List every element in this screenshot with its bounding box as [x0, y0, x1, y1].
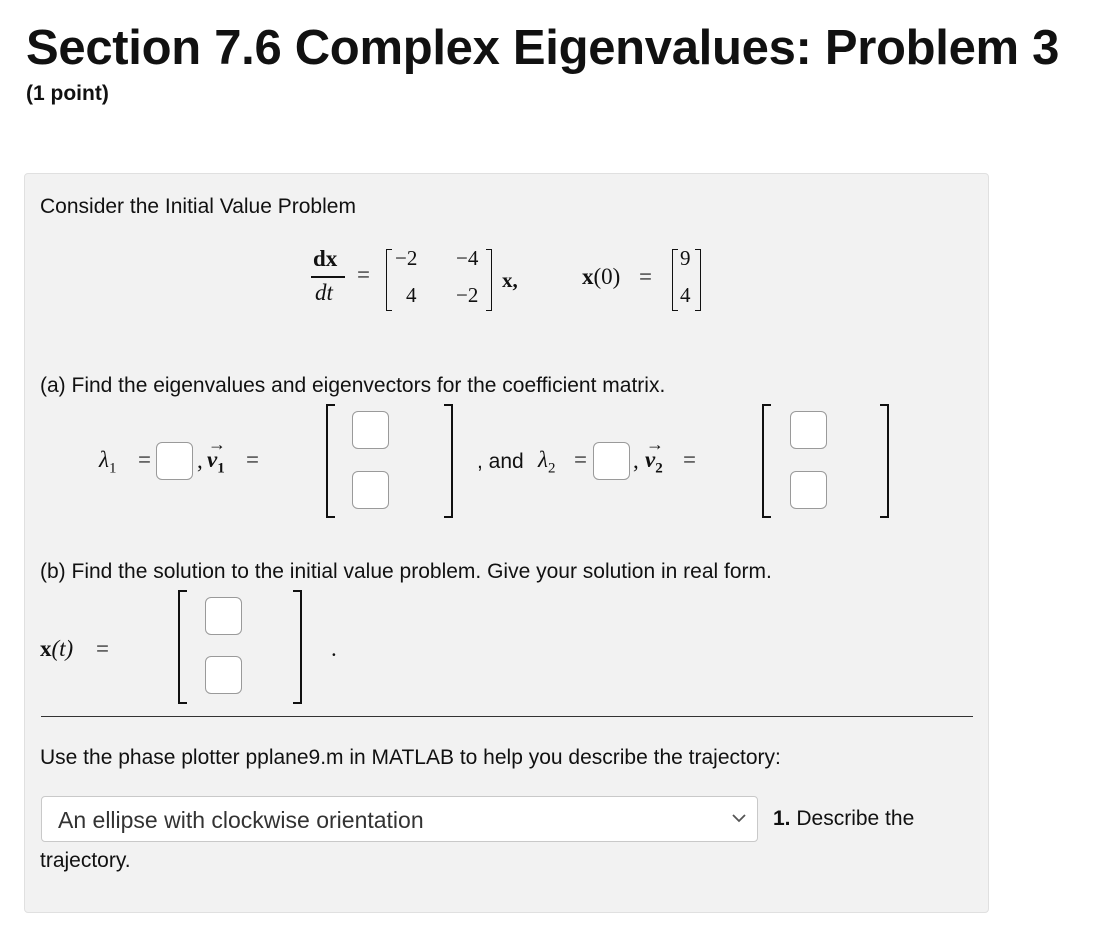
v1-component-1-input[interactable] [352, 411, 389, 449]
ic-equals-sign: = [639, 264, 652, 289]
matrix-a12: −4 [456, 246, 479, 270]
initial-condition-label: x(0) [582, 264, 621, 289]
solution-period: . [331, 636, 337, 661]
ic-value-2: 4 [680, 283, 691, 307]
lambda2-equals: = [574, 447, 587, 472]
trajectory-select[interactable] [41, 796, 758, 842]
v1-label: v → $_1$ [207, 434, 226, 477]
solution-component-1-input[interactable] [205, 597, 242, 635]
ic-right-bracket [695, 249, 701, 311]
divider [41, 716, 973, 717]
solution-right-bracket [293, 590, 302, 704]
v1-component-2-input[interactable] [352, 471, 389, 509]
v2-equals: = [683, 447, 696, 472]
fraction-bar [311, 276, 345, 278]
equals-sign: = [357, 262, 370, 287]
lambda1-comma: , [197, 448, 203, 473]
matrix-a22: −2 [456, 283, 479, 307]
trajectory-selected-value: An ellipse with clockwise orientation [58, 807, 424, 833]
v1-left-bracket [326, 404, 335, 518]
points-label: (1 point) [26, 82, 109, 105]
matrix-a21: 4 [406, 283, 417, 307]
v2-component-2-input[interactable] [790, 471, 827, 509]
ic-left-bracket [672, 249, 678, 311]
lambda2-label: $\lambda_2$ [538, 447, 556, 477]
matrix-left-bracket [386, 249, 392, 311]
ic-value-1: 9 [680, 246, 691, 270]
x-of-t-label: x(t) [40, 636, 74, 661]
dt-denominator: dt [315, 280, 333, 305]
part-b-prompt: (b) Find the solution to the initial value problem. Give your solution in real form. [40, 560, 772, 583]
dx-numerator: dx [313, 246, 338, 271]
solution-left-bracket [178, 590, 187, 704]
v1-equals: = [246, 447, 259, 472]
v2-component-1-input[interactable] [790, 411, 827, 449]
intro-text: Consider the Initial Value Problem [40, 195, 356, 218]
chevron-down-icon [731, 811, 747, 830]
v2-left-bracket [762, 404, 771, 518]
x-of-t-equals: = [96, 636, 109, 661]
part-a-prompt: (a) Find the eigenvalues and eigenvectors for the coefficient matrix. [40, 374, 666, 397]
matrix-a11: −2 [395, 246, 418, 270]
x-vector-label: x, [502, 268, 518, 292]
matrix-right-bracket [486, 249, 492, 311]
lambda1-label: $\lambda_1$ [99, 447, 117, 477]
lambda1-input[interactable] [156, 442, 193, 480]
trajectory-label: 1. Describe the [773, 807, 915, 830]
trajectory-label-continued: trajectory. [40, 849, 131, 872]
solution-component-2-input[interactable] [205, 656, 242, 694]
v2-right-bracket [880, 404, 889, 518]
v1-right-bracket [444, 404, 453, 518]
v2-label: v → $_2$ [645, 434, 664, 477]
and-text: , and [477, 450, 524, 473]
lambda1-equals: = [138, 447, 151, 472]
problem-panel [24, 173, 989, 913]
page-title: Section 7.6 Complex Eigenvalues: Problem 3 [26, 21, 1060, 75]
lambda2-comma: , [633, 448, 639, 473]
lambda2-input[interactable] [593, 442, 630, 480]
trajectory-prompt: Use the phase plotter pplane9.m in MATLAB to help you describe the trajectory: [40, 746, 781, 769]
